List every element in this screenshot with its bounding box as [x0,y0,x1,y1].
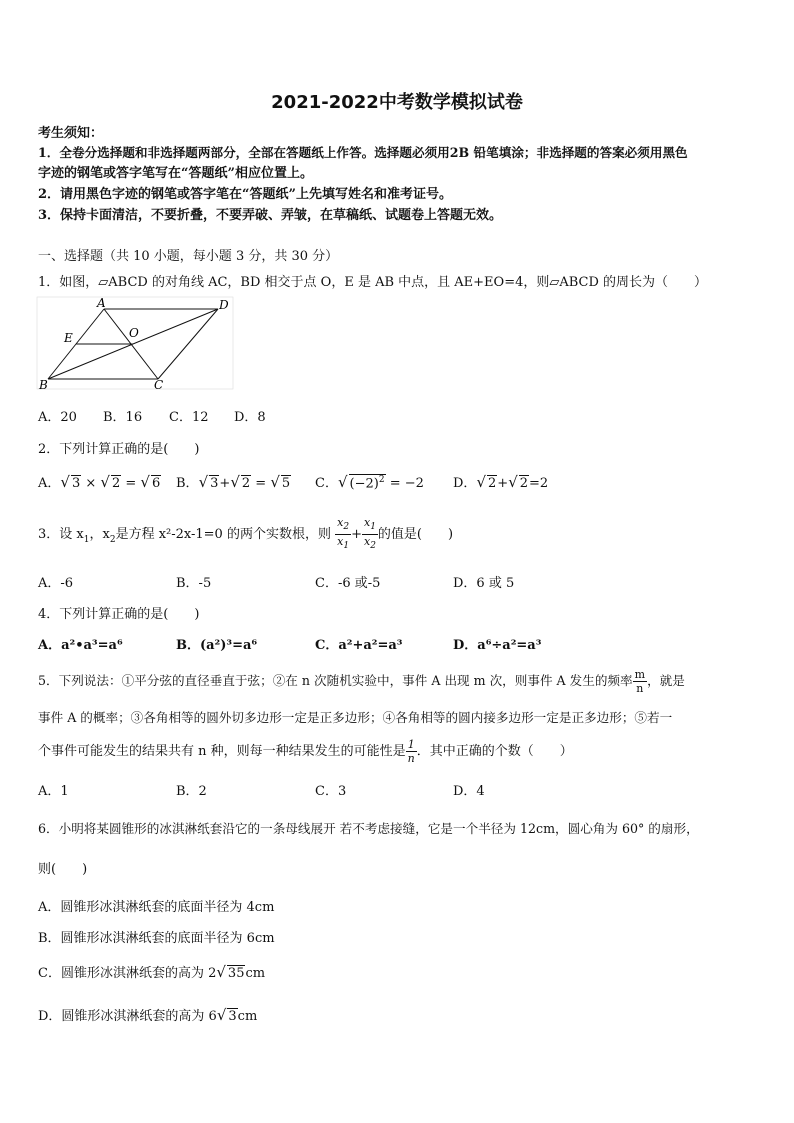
q3-fraction-2: $\frac{x_1}{x_2}$ [363,516,376,552]
q4-stem: 4．下列计算正确的是( ) [38,607,200,622]
label-A: A [97,296,106,310]
q1-stem: 1．如图，▱ABCD 的对角线 AC，BD 相交于点 O，E 是 AB 中点，且 AE+EO=4，则▱ABCD 的周长为（ ） [38,275,708,290]
q5-line3-tail: ．其中正确的个数（ ） [416,744,573,759]
q2-c-exp: 2 [378,474,385,485]
q6-line-2: 则( ) [38,862,88,877]
q2-c-result: = −2 [389,476,424,491]
notice-item-1: 1．全卷分选择题和非选择题两部分，全部在答题纸上作答。选择题必须用2B 铅笔填涂；非选择题的答案必须用黑色 [38,145,688,160]
q3-stem-eq: 是方程 x²-2x-1=0 的两个实数根，则 [115,527,331,543]
q5-frac1-den: n [636,682,644,695]
label-O: O [129,326,139,340]
q5-fraction-m-n [633,668,647,695]
q2-a-left: 3 [71,476,81,491]
notice-heading: 考生须知： [38,126,104,141]
q5-line-3 [38,738,573,765]
q6-c-unit: cm [245,966,266,981]
q2-d-result: =2 [529,476,549,491]
notice-item-2: 2．请用黑色字迹的钢笔或答字笔在“答题纸”上先填写姓名和准考证号。 [38,187,453,202]
q6-option-a: A．圆锥形冰淇淋纸套的底面半径为 4cm [38,900,275,915]
q5-frac1-num: m [634,668,646,681]
q3-stem-prefix: 3．设 x [38,527,84,543]
q5-option-c: C．3 [315,784,347,799]
q3-option-c: C．-6 或-5 [315,576,381,591]
q2-option-c: C．√ $(-2)^2 = -2$ [315,473,424,491]
q2-b-result: 5 [281,476,291,491]
q2-d-label: D． [453,476,477,491]
q6-option-b: B．圆锥形冰淇淋纸套的底面半径为 6cm [38,931,275,946]
q5-line-2: 事件 A 的概率；③各角相等的圆外切多边形一定是正多边形；④各角相等的圆内接多边形一定是正多边形；⑤若一 [38,710,673,725]
q4-option-b: B．(a²)³=a⁶ [176,638,258,653]
q6-line-1: 6．小明将某圆锥形的冰淇淋纸套沿它的一条母线展开 若不考虑接缝，它是一个半径为 12cm，圆心角为 60° 的扇形， [38,821,699,836]
q2-a-result: 6 [151,476,161,491]
q5-line1-tail: ，就是 [647,673,685,688]
q2-b-right: 2 [241,476,251,491]
label-C: C [154,378,164,392]
q1-option-c: C．12 [169,410,209,425]
section-heading: 一、选择题（共 10 小题，每小题 3 分，共 30 分） [38,249,339,264]
q5-line-1 [38,668,685,695]
q2-d-right: 2 [519,476,529,491]
q5-option-b: B．2 [176,784,207,799]
q2-a-label: A． [38,476,61,491]
q1-option-b: B．16 [103,410,143,425]
q5-fraction-1-n [406,738,417,765]
label-E: E [64,331,73,345]
q3-fraction-1: $\frac{x_2}{x_1}$ [337,516,350,552]
q3-stem: 3．设 $x_1$，$x_2$是方程 x²-2x-1=0 的两个实数根，则 $\frac{x_2}{x_1}$ + $\frac{x_1}{x_2}$ 的值是( ) [38,516,454,552]
q5-frac2-num: 1 [406,738,417,752]
q4-option-a: A．a²•a³=a⁶ [38,638,123,653]
q5-option-d: D．4 [453,784,485,799]
label-D: D [219,298,229,312]
q3-stem-suffix: 的值是( ) [377,527,454,543]
q1-option-a: A．20 [38,410,77,425]
notice-item-3: 3．保持卡面清洁，不要折叠，不要弄破、弄皱，在草稿纸、试题卷上答题无效。 [38,208,503,223]
q6-option-c: C．圆锥形冰淇淋纸套的高为 2√ 35cm [38,963,266,981]
q6-c-prefix: C．圆锥形冰淇淋纸套的高为 2 [38,966,217,981]
q4-option-d: D．a⁶÷a²=a³ [453,638,542,653]
q6-d-prefix: D．圆锥形冰淇淋纸套的高为 6 [38,1009,217,1024]
q3-option-d: D．6 或 5 [453,576,515,591]
q2-c-label: C． [315,476,338,491]
q2-option-b: B．√ 3+√ 2 = √ 5 [176,473,291,491]
q2-a-right: 2 [111,476,121,491]
page-title: 2021-2022中考数学模拟试卷 [271,92,523,113]
q2-option-d: D．√ 2+√ 2=2 [453,473,549,491]
notice-item-1-cont: 字迹的钢笔或答字笔写在“答题纸”相应位置上。 [38,166,313,181]
q5-option-a: A．1 [38,784,69,799]
q5-frac2-den: n [407,752,415,765]
side-DC [158,309,218,379]
q6-option-d: D．圆锥形冰淇淋纸套的高为 6√ 3cm [38,1006,258,1024]
q1-parallelogram-figure [36,296,236,392]
q2-b-left: 3 [210,476,219,491]
label-B: B [39,378,48,392]
q5-line3-text: 个事件可能发生的结果共有 n 种，则每一种结果发生的可能性是 [38,744,406,759]
q2-stem: 2．下列计算正确的是( ) [38,442,200,457]
q3-option-a: A．-6 [38,576,74,591]
q2-option-a: A．√ 3 × √ 2 = √ 6 [38,473,161,491]
q2-b-label: B． [176,476,199,491]
q2-d-left: 2 [488,476,497,491]
q2-c-inner: (−2) [349,476,379,491]
q6-d-radicand: 3 [228,1009,237,1024]
q6-c-radicand: 35 [227,966,245,981]
q3-stem-mid: ，x [89,527,110,543]
q1-option-d: D．8 [234,410,266,425]
q6-d-unit: cm [237,1009,258,1024]
q4-option-c: C．a²+a²=a³ [315,638,403,653]
q3-option-b: B．-5 [176,576,212,591]
q5-line1-text: 5．下列说法：①平分弦的直径垂直于弦；②在 n 次随机实验中，事件 A 出现 m 次，则事件 A 发生的频率 [38,673,633,688]
